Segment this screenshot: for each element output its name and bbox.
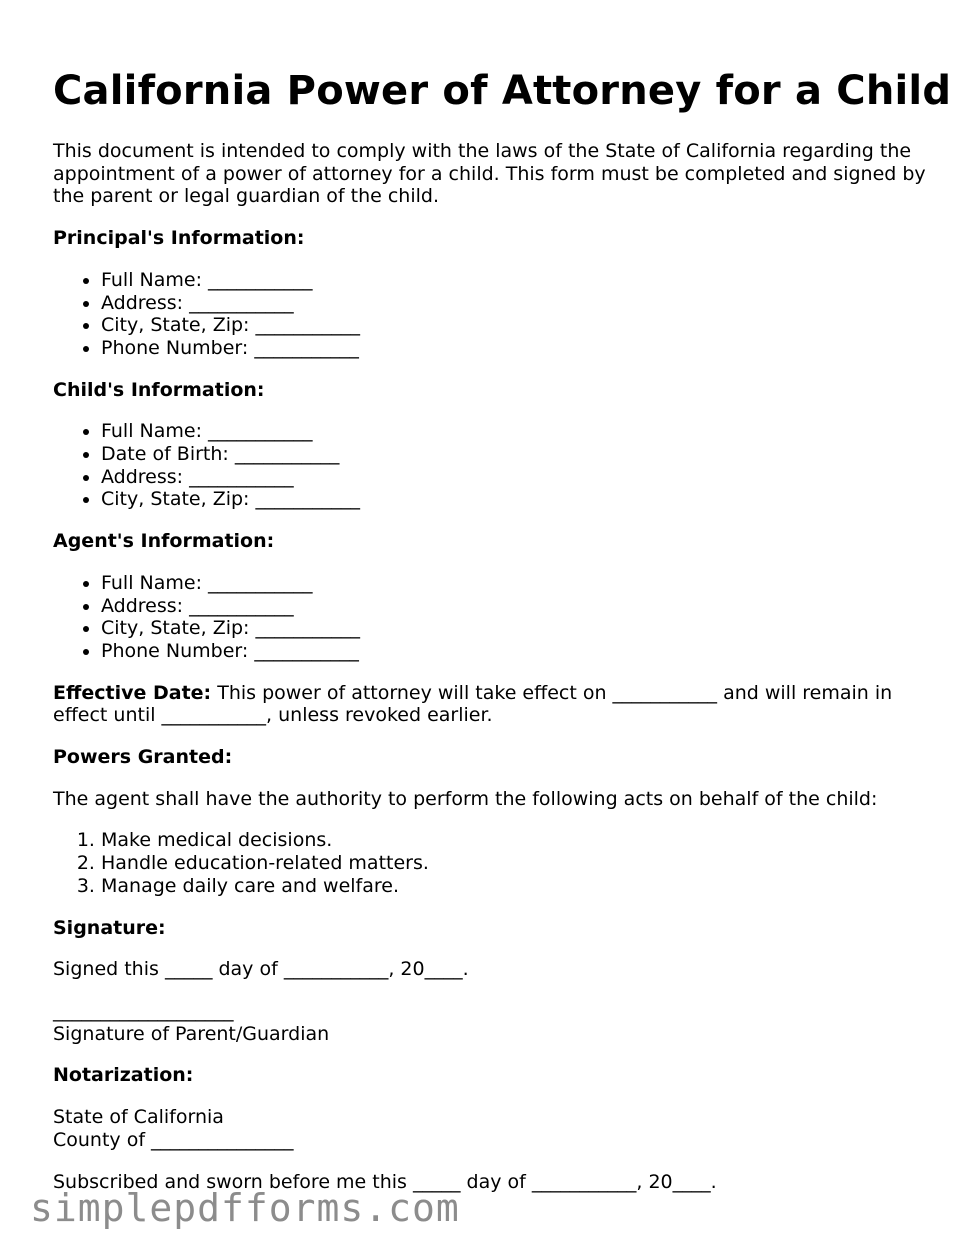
- effective-date-text: This power of attorney will take effect on ___________ and will remain in effect until ___________, unless revoked earlier.: [53, 681, 893, 727]
- child-city-state-zip: • City, State, Zip: ___________: [101, 488, 933, 511]
- agent-full-name: • Full Name: ___________: [101, 572, 933, 595]
- child-address: • Address: ___________: [101, 466, 933, 489]
- notary-venue: [53, 1106, 933, 1151]
- principal-full-name: • Full Name: ___________: [101, 269, 933, 292]
- document-title: California Power of Attorney for a Child: [53, 68, 952, 114]
- agent-address: • Address: ___________: [101, 595, 933, 618]
- powers-intro: The agent shall have the authority to perform the following acts on behalf of the child:: [53, 787, 878, 810]
- signature-heading: Signature:: [53, 916, 166, 939]
- watermark-text: simplepdfforms.com: [30, 1186, 460, 1230]
- effective-date-label: Effective Date:: [53, 681, 212, 704]
- child-date-of-birth: • Date of Birth: ___________: [101, 443, 933, 466]
- notary-sworn-line: Subscribed and sworn before me this _____ day of ___________, 20____.: [53, 1170, 717, 1193]
- child-heading: Child's Information:: [53, 378, 265, 401]
- signed-line: Signed this _____ day of ___________, 20____.: [53, 958, 469, 981]
- powers-heading: Powers Granted:: [53, 746, 233, 769]
- power-daily-care: 3. Manage daily care and welfare.: [101, 875, 933, 898]
- principal-city-state-zip: • City, State, Zip: ___________: [101, 314, 933, 337]
- child-full-name: • Full Name: ___________: [101, 420, 933, 443]
- agent-city-state-zip: • City, State, Zip: ___________: [101, 617, 933, 640]
- signature-caption: Signature of Parent/Guardian: [53, 1022, 330, 1045]
- agent-phone: • Phone Number: ___________: [101, 640, 933, 663]
- powers-list: [53, 829, 933, 897]
- signature-blank-line: ___________________: [53, 999, 234, 1022]
- notary-state: State of California: [53, 1106, 224, 1129]
- principal-heading: Principal's Information:: [53, 227, 305, 250]
- power-education: 2. Handle education-related matters.: [101, 852, 933, 875]
- principal-address: • Address: ___________: [101, 292, 933, 315]
- agent-list: [53, 572, 933, 663]
- signature-block: [53, 1000, 933, 1045]
- agent-heading: Agent's Information:: [53, 530, 275, 553]
- intro-paragraph: This document is intended to comply with the laws of the State of California regarding the appointment of a power of attorney for a child. This form must be completed and signed by the parent or legal guardian of the child.: [53, 140, 926, 208]
- principal-list: [53, 269, 933, 360]
- child-list: [53, 420, 933, 511]
- notary-county: County of _______________: [53, 1128, 294, 1151]
- principal-phone: • Phone Number: ___________: [101, 337, 933, 360]
- power-medical: 1. Make medical decisions.: [101, 829, 933, 852]
- effective-date-paragraph: [53, 682, 933, 727]
- notarization-heading: Notarization:: [53, 1064, 194, 1087]
- document-page: [53, 66, 952, 1212]
